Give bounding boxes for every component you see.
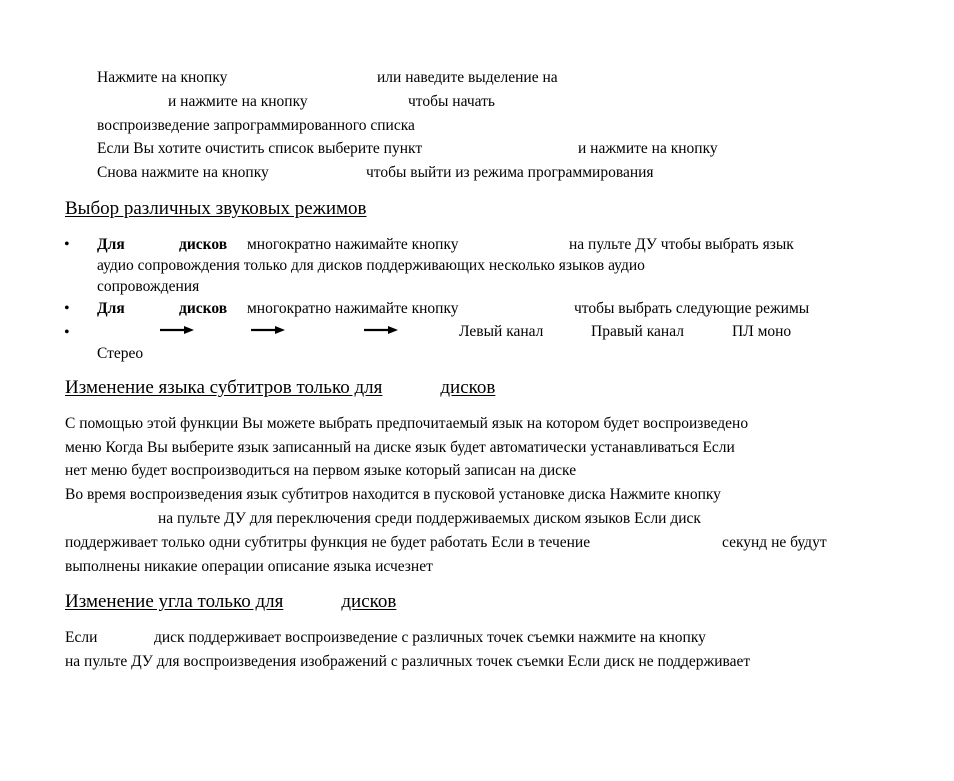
program-text: чтобы выйти из режима программирования — [366, 164, 654, 181]
arrow-right-icon — [364, 323, 398, 337]
subtitles-text: меню Когда Вы выберите язык записанный на диске язык будет автоматически устанавливаться Если — [65, 439, 735, 456]
bold-text: Для — [97, 236, 125, 253]
program-text: Снова нажмите на кнопку — [97, 164, 269, 181]
sound-text: многократно нажимайте кнопку — [247, 300, 459, 317]
subtitles-text: на пульте ДУ для переключения среди поддерживаемых диском языков Если диск — [158, 510, 701, 527]
heading-text: дисков — [440, 377, 496, 398]
mode-left-channel: Левый канал — [459, 323, 544, 340]
sound-text: сопровождения — [97, 278, 200, 295]
sound-text: на пульте ДУ чтобы выбрать язык — [569, 236, 794, 253]
mode-stereo: Стерео — [97, 345, 144, 362]
bullet: • — [64, 236, 70, 253]
subtitles-text: поддерживает только одни субтитры функция не будет работать Если в течение — [65, 534, 591, 551]
subtitles-text: выполнены никакие операции описание языка исчезнет — [65, 558, 433, 575]
sound-text: многократно нажимайте кнопку — [247, 236, 459, 253]
angle-text: на пульте ДУ для воспроизведения изображений с различных точек съемки Если диск не поддерживает — [65, 653, 751, 670]
heading-text: Изменение угла только для — [65, 591, 284, 612]
heading-text: Изменение языка субтитров только для — [65, 377, 383, 398]
bold-text: Для — [97, 300, 125, 317]
subtitles-text: Во время воспроизведения язык субтитров находится в пусковой установке диска Нажмите кнопку — [65, 486, 721, 503]
bullet: • — [64, 324, 70, 341]
bold-text: дисков — [179, 236, 228, 253]
sound-text: чтобы выбрать следующие режимы — [574, 300, 810, 317]
arrow-right-icon — [251, 323, 285, 337]
mode-mono: ПЛ моно — [732, 323, 792, 340]
heading-text: дисков — [341, 591, 397, 612]
section-heading-subtitles — [65, 377, 495, 399]
program-text: и нажмите на кнопку — [578, 140, 718, 157]
program-text: чтобы начать — [408, 93, 495, 110]
section-heading-angle — [65, 591, 396, 613]
mode-right-channel: Правый канал — [591, 323, 684, 340]
program-text: Если Вы хотите очистить список выберите пункт — [97, 140, 423, 157]
arrow-right-icon — [160, 323, 194, 337]
program-text: и нажмите на кнопку — [168, 93, 308, 110]
program-text: или наведите выделение на — [377, 69, 558, 86]
bold-text: дисков — [179, 300, 228, 317]
subtitles-text: секунд не будут — [722, 534, 827, 551]
angle-text: Если — [65, 629, 98, 646]
angle-text: диск поддерживает воспроизведение с различных точек съемки нажмите на кнопку — [154, 629, 706, 646]
sound-text: аудио сопровождения только для дисков поддерживающих несколько языков аудио — [97, 257, 645, 274]
subtitles-text: нет меню будет воспроизводиться на первом языке который записан на диске — [65, 462, 577, 479]
section-heading-sound: Выбор различных звуковых режимов — [65, 198, 367, 219]
bullet: • — [64, 300, 70, 317]
program-text: Нажмите на кнопку — [97, 69, 228, 86]
program-text: воспроизведение запрограммированного списка — [97, 117, 415, 134]
subtitles-text: С помощью этой функции Вы можете выбрать предпочитаемый язык на котором будет воспроизведено — [65, 415, 749, 432]
